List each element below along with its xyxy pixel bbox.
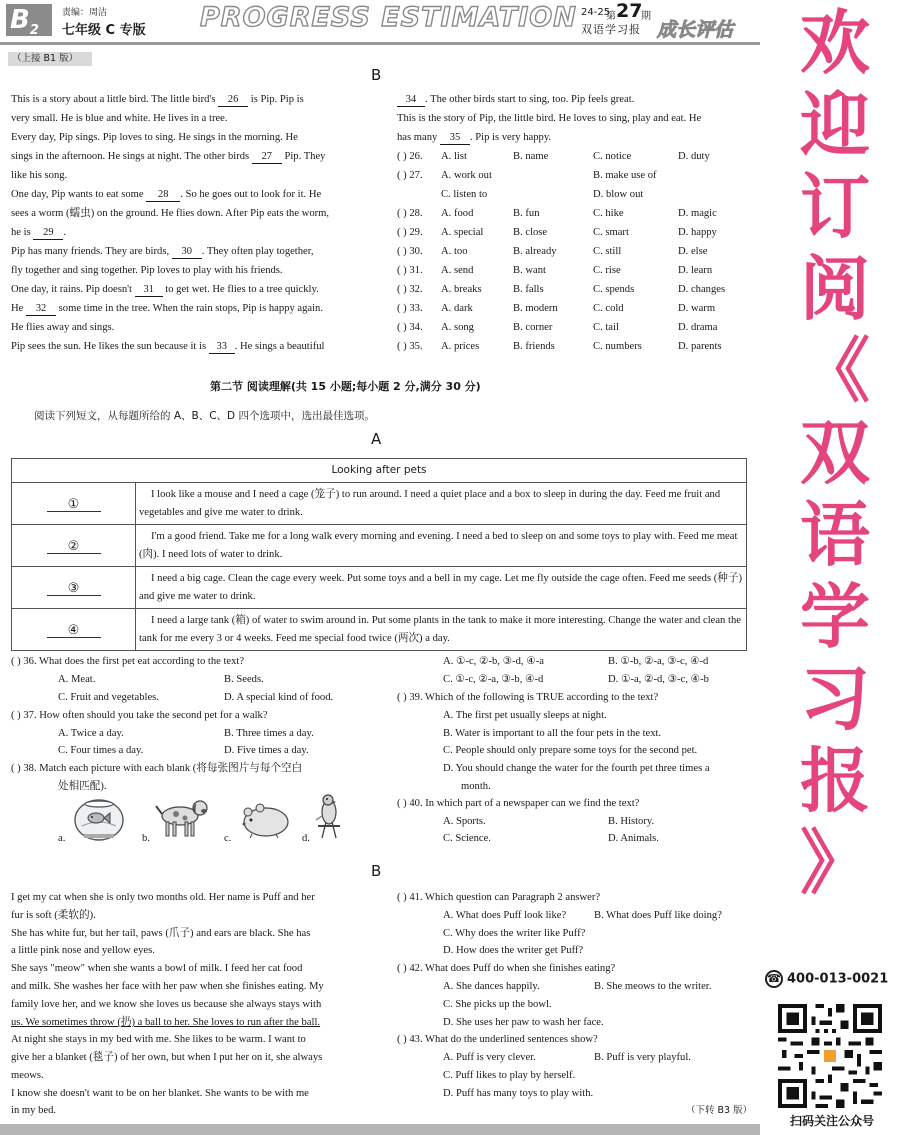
- reading-instruction: 阅读下列短文，从每题所给的 A、B、C、D 四个选项中，选出最佳选项。: [34, 410, 375, 422]
- option: D. A special kind of food.: [224, 692, 334, 703]
- option: C. Why does the writer like Puff?: [443, 928, 586, 939]
- issue-prefix: 第: [606, 11, 616, 22]
- banner-char: 习: [800, 658, 870, 740]
- passage-line: At night she stays in my bed with me. She likes to be warm. I want to: [11, 1034, 306, 1045]
- option: B. Puff is very playful.: [594, 1052, 691, 1063]
- cloze-line: Pip has many friends. They are birds, 30 . They often play together,: [11, 246, 314, 257]
- banner-char: 欢: [800, 2, 870, 84]
- passage-line-underlined: us. We sometimes throw (扔) a ball to her. She loves to run after the ball.: [11, 1017, 321, 1028]
- blank-31: 31: [135, 284, 163, 297]
- option: A. She dances happily.: [443, 981, 540, 992]
- issue-number: 27: [616, 0, 643, 22]
- question-43: ( ) 43. What do the underlined sentences show?: [397, 1034, 598, 1045]
- option: A. Meat.: [58, 674, 96, 685]
- question-38: ( ) 38. Match each picture with each blank (将每张图片与每个空白: [11, 763, 303, 774]
- passage-line: give her a blanket (毯子) of her own, but when I put her on it, she always: [11, 1052, 323, 1063]
- passage-line: She has white fur, but her tail, paws (爪子) and ears are black. She has: [11, 928, 311, 939]
- qr-caption: 扫码关注公众号: [789, 1114, 874, 1128]
- subscribe-banner: [771, 2, 899, 904]
- option: A. Twice a day.: [58, 728, 124, 739]
- pic-label-d: d.: [302, 833, 310, 844]
- banner-char: 订: [800, 166, 870, 248]
- cloze-line: One day, it rains. Pip doesn't 31 to get wet. He flies to a tree quickly.: [11, 284, 319, 295]
- pic-label-b: b.: [142, 833, 150, 844]
- option: B. She meows to the writer.: [594, 981, 712, 992]
- pets-table: [11, 458, 747, 651]
- passage-b-title: B: [371, 862, 382, 880]
- cloze-line: sees a worm (蠕虫) on the ground. He flies down. After Pip eats the worm,: [11, 208, 330, 219]
- passage-line: She says "meow" when she wants a bowl of milk. I feed her cat food: [11, 963, 303, 974]
- option-cont: month.: [461, 781, 491, 792]
- question-28: ( ) 28. A. food B. fun C. hike D. magic: [397, 208, 717, 219]
- question-41: ( ) 41. Which question can Paragraph 2 answer?: [397, 892, 601, 903]
- passage-line: fur is soft (柔软的).: [11, 910, 96, 921]
- banner-char: 双: [800, 412, 870, 494]
- cloze-line: has many 35 . Pip is very happy.: [397, 132, 552, 143]
- cloze-line: 34 . The other birds start to sing, too. Pip feels great.: [397, 93, 634, 107]
- option: D. Puff has many toys to play with.: [443, 1088, 594, 1099]
- cloze-line: One day, Pip wants to eat some 28 . So he goes out to look for it. He: [11, 189, 322, 200]
- option: A. Puff is very clever.: [443, 1052, 536, 1063]
- question-31: ( ) 31. A. send B. want C. rise D. learn: [397, 265, 713, 276]
- table-row: [12, 567, 747, 609]
- qr-code[interactable]: [778, 1004, 882, 1108]
- cloze-line: He 32 some time in the tree. When the rain stops, Pip is happy again.: [11, 303, 323, 314]
- phone-icon: ☎: [765, 970, 783, 988]
- question-38-cont: 处相匹配).: [58, 781, 107, 792]
- option: C. Puff likes to play by herself.: [443, 1070, 576, 1081]
- year-label: 24-25: [581, 7, 611, 18]
- row-text: I'm a good friend. Take me for a long walk every morning and evening. I need a bed to sleep on and some toys to play with. Feed me meat (肉). I need lots of water to drink.: [136, 525, 747, 567]
- option: C. ①-c, ②-a, ③-b, ④-d: [443, 674, 544, 685]
- question-37: ( ) 37. How often should you take the second pet for a walk?: [11, 710, 268, 721]
- option: C. Science.: [443, 833, 491, 844]
- question-39: ( ) 39. Which of the following is TRUE according to the text?: [397, 692, 659, 703]
- option: B. History.: [608, 816, 655, 827]
- reading-section-title: 第二节 阅读理解(共 15 小题;每小题 2 分,满分 30 分): [210, 380, 481, 393]
- blank-32: 32: [26, 303, 56, 316]
- page-logo: $B_2$: [6, 4, 52, 36]
- question-27: ( ) 27. A. work out B. make use of: [397, 170, 657, 181]
- passage-line: a little pink nose and yellow eyes.: [11, 945, 155, 956]
- cloze-line: he is 29 .: [11, 227, 67, 238]
- banner-char: 报: [800, 740, 870, 822]
- phone-number: 400-013-0021: [787, 971, 889, 987]
- question-32: ( ) 32. A. breaks B. falls C. spends D. changes: [397, 284, 726, 295]
- option: A. Sports.: [443, 816, 486, 827]
- passage-line: in my bed.: [11, 1105, 57, 1116]
- question-34: ( ) 34. A. song B. corner C. tail D. drama: [397, 322, 718, 333]
- cloze-line: very small. He is blue and white. He lives in a tree.: [11, 113, 228, 124]
- question-29: ( ) 29. A. special B. close C. smart D. happy: [397, 227, 717, 238]
- passage-line: meows.: [11, 1070, 44, 1081]
- option: A. ①-c, ②-b, ③-d, ④-a: [443, 656, 544, 667]
- row-text: I need a large tank (箱) of water to swim around in. Put some plants in the tank to make it more interesting. Change the water and clean the tank for me every 3 or 4 weeks. Feed me special food twice (两次) a day.: [136, 609, 747, 651]
- banner-char: 语: [800, 494, 870, 576]
- table-row: [12, 483, 747, 525]
- footer-bar: [0, 1124, 760, 1135]
- banner-char: 》: [800, 822, 870, 904]
- continued-from-label: （上接 B1 版）: [8, 52, 92, 66]
- cloze-line: This is a story about a little bird. The little bird's 26 is Pip. Pip is: [11, 94, 304, 105]
- blank-33: 33: [209, 341, 235, 354]
- option: D. You should change the water for the fourth pet three times a: [443, 763, 710, 774]
- blank-27: 27: [252, 151, 282, 164]
- option: D. Animals.: [608, 833, 659, 844]
- issue-suffix: 期: [641, 11, 651, 22]
- passage-a-title: A: [371, 430, 382, 448]
- pets-table-title: Looking after pets: [12, 459, 747, 483]
- fish-tank-picture: [72, 796, 126, 842]
- row-text: I look like a mouse and I need a cage (笼子) to run around. I need a quiet place and a box to sleep in during the day. Feed me fruit and vegetables and give me water to drink.: [136, 483, 747, 525]
- blank-29: 29: [33, 227, 63, 240]
- option: D. She uses her paw to wash her face.: [443, 1017, 604, 1028]
- pic-label-c: c.: [224, 833, 232, 844]
- pic-label-a: a.: [58, 833, 66, 844]
- blank-26: 26: [218, 94, 248, 107]
- option: B. Water is important to all the four pets in the text.: [443, 728, 662, 739]
- continued-to-label: （下转 B3 版）: [686, 1105, 753, 1116]
- option: B. ①-b, ②-a, ③-c, ④-d: [608, 656, 709, 667]
- cloze-line: like his song.: [11, 170, 68, 181]
- editor-label: 责编：周洁: [62, 8, 108, 18]
- hamster-picture: [236, 798, 292, 840]
- grade-label: 七年级 C 专版: [62, 23, 146, 38]
- option: D. ①-a, ②-d, ③-c, ④-b: [608, 674, 709, 685]
- blank-28: 28: [146, 189, 180, 202]
- blank-35: 35: [440, 132, 470, 145]
- option: B. Three times a day.: [224, 728, 314, 739]
- option: A. The first pet usually sleeps at night.: [443, 710, 607, 721]
- cloze-line: Pip sees the sun. He likes the sun because it is 33 . He sings a beautiful: [11, 341, 325, 352]
- row-text: I need a big cage. Clean the cage every week. Put some toys and a bell in my cage. Let me fly outside the cage often. Feed me seeds (种子) and give me water to drink.: [136, 567, 747, 609]
- option: C. Fruit and vegetables.: [58, 692, 159, 703]
- cloze-line: He flies away and sings.: [11, 322, 115, 333]
- question-36: ( ) 36. What does the first pet eat according to the text?: [11, 656, 245, 667]
- question-35: ( ) 35. A. prices B. friends C. numbers D. parents: [397, 341, 722, 352]
- row-number: ②: [47, 538, 101, 554]
- row-number: ④: [47, 622, 101, 638]
- option: C. Four times a day.: [58, 745, 144, 756]
- phone-line: [765, 970, 888, 988]
- question-33: ( ) 33. A. dark B. modern C. cold D. warm: [397, 303, 716, 314]
- passage-line: and milk. She washes her face with her paw when she finishes eating. My: [11, 981, 324, 992]
- question-26: ( ) 26. A. list B. name C. notice D. duty: [397, 151, 710, 162]
- banner-char: 迎: [800, 84, 870, 166]
- option: D. Five times a day.: [224, 745, 309, 756]
- option: B. What does Puff like doing?: [594, 910, 722, 921]
- passage-line: I get my cat when she is only two months old. Her name is Puff and her: [11, 892, 315, 903]
- header-rule: [0, 42, 760, 45]
- section-title-cloze: B: [371, 66, 382, 84]
- dog-picture: [152, 796, 214, 840]
- cloze-line: sings in the afternoon. He sings at night. The other birds 27 Pip. They: [11, 151, 326, 162]
- banner-char: 学: [800, 576, 870, 658]
- option: C. People should only prepare some toys for the second pet.: [443, 745, 698, 756]
- row-number: ①: [47, 496, 101, 512]
- banner-char: 阅: [800, 248, 870, 330]
- banner-char: 《: [800, 330, 870, 412]
- cloze-line: This is the story of Pip, the little bird. He loves to sing, play and eat. He: [397, 113, 702, 124]
- cloze-line: fly together and sing together. Pip loves to play with his friends.: [11, 265, 283, 276]
- paper-name: 双语学习报: [581, 23, 641, 36]
- blank-34: 34: [397, 94, 425, 107]
- banner-title: PROGRESS ESTIMATION: [200, 2, 577, 33]
- table-row: [12, 525, 747, 567]
- passage-line: I know she doesn't want to be on her blanket. She wants to be with me: [11, 1088, 309, 1099]
- cloze-line: Every day, Pip sings. Pip loves to sing. He sings in the morning. He: [11, 132, 298, 143]
- question-30: ( ) 30. A. too B. already C. still D. else: [397, 246, 708, 257]
- table-row: [12, 609, 747, 651]
- question-42: ( ) 42. What does Puff do when she finishes eating?: [397, 963, 616, 974]
- parrot-picture: [312, 792, 346, 842]
- brand-title: 成长评估: [657, 19, 734, 41]
- row-number: ③: [47, 580, 101, 596]
- option: B. Seeds.: [224, 674, 264, 685]
- option: A. What does Puff look like?: [443, 910, 567, 921]
- option: C. She picks up the bowl.: [443, 999, 552, 1010]
- option: D. How does the writer get Puff?: [443, 945, 584, 956]
- question-40: ( ) 40. In which part of a newspaper can we find the text?: [397, 798, 640, 809]
- blank-30: 30: [172, 246, 202, 259]
- passage-line: family love her, and we know she loves us because she always stays with: [11, 999, 322, 1010]
